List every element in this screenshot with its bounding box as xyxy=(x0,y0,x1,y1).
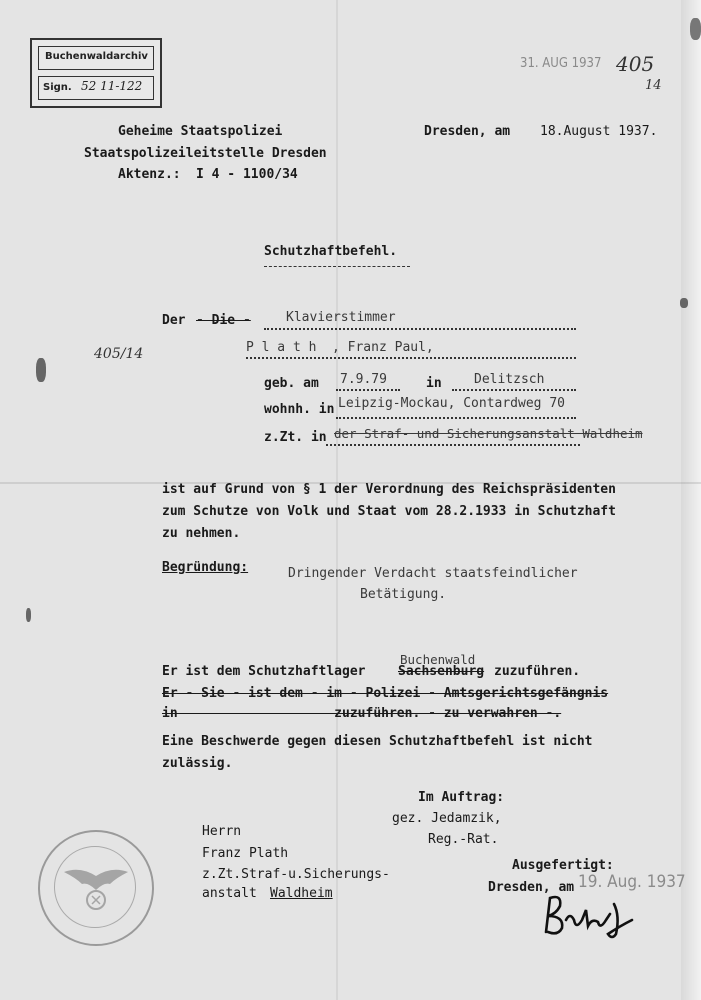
born-in-label: in xyxy=(426,376,442,391)
appeal-line-2: zulässig. xyxy=(162,756,233,771)
reason-line-1: Dringender Verdacht staatsfeindlicher xyxy=(288,566,578,581)
born-date: 7.9.79 xyxy=(340,372,387,387)
camp-struck: Sachsenburg xyxy=(398,664,485,679)
issued-place: Dresden, am xyxy=(488,880,575,895)
stain xyxy=(690,18,701,40)
archive-sign-box xyxy=(38,76,154,100)
residence-value: Leipzig-Mockau, Contardweg 70 xyxy=(338,396,565,411)
reason-label: Begründung: xyxy=(162,560,249,575)
camp-struck-line-1: Er - Sie - ist dem - im - Polizei - Amtsgerichtsgefängnis xyxy=(162,686,609,701)
authority-line1: Geheime Staatspolizei xyxy=(118,124,283,139)
aktenz-value: I 4 - 1100/34 xyxy=(196,167,298,182)
occupation-dots xyxy=(264,328,576,330)
fold-line-vertical xyxy=(336,0,338,1000)
stain xyxy=(680,298,688,308)
archive-sign-label: Sign. xyxy=(43,82,72,93)
camp-line-suffix: zuzuführen. xyxy=(494,664,581,679)
archive-sign-value: 52 11-122 xyxy=(81,79,143,93)
born-place: Delitzsch xyxy=(474,372,545,387)
residence-label: wohnh. in xyxy=(264,402,335,417)
document-date: 18.August 1937. xyxy=(540,124,658,139)
signatory-rank: Reg.-Rat. xyxy=(428,832,499,847)
received-suffix: 14 xyxy=(645,78,662,93)
camp-struck-line-2: in zuzuführen. - zu verwahren -. xyxy=(162,706,562,721)
authority-line2: Staatspolizeileitstelle Dresden xyxy=(84,146,327,161)
article-die-struck: - Die - xyxy=(196,313,251,328)
born-place-dots xyxy=(452,389,576,391)
camp-inserted: Buchenwald xyxy=(400,652,476,667)
appeal-line-1: Eine Beschwerde gegen diesen Schutzhaftbefehl ist nicht xyxy=(162,734,593,749)
body-line-2: zum Schutze von Volk und Staat vom 28.2.1933 in Schutzhaft xyxy=(162,504,616,519)
title-underline xyxy=(264,266,410,267)
stain xyxy=(26,608,31,622)
aktenz-label: Aktenz.: xyxy=(118,167,181,182)
issued-date-stamp: 19. Aug. 1937 xyxy=(578,872,686,892)
stain xyxy=(36,358,46,382)
article-der: Der xyxy=(162,313,186,328)
document-title: Schutzhaftbefehl. xyxy=(264,244,398,259)
camp-line-prefix: Er ist dem Schutzhaftlager xyxy=(162,664,366,679)
issued-label: Ausgefertigt: xyxy=(512,858,614,873)
recipient-address-2-place: Waldheim xyxy=(270,886,333,901)
born-date-dots xyxy=(336,389,400,391)
archive-title-box xyxy=(38,46,154,70)
received-number: 405 xyxy=(616,52,655,76)
place-label: Dresden, am xyxy=(424,124,511,139)
occupation: Klavierstimmer xyxy=(286,310,396,325)
archive-title: Buchenwaldarchiv xyxy=(45,51,148,62)
current-location-label: z.Zt. in xyxy=(264,430,327,445)
archive-stamp xyxy=(30,38,162,108)
margin-note: 405/14 xyxy=(94,346,144,362)
received-date-stamp: 31. AUG 1937 xyxy=(520,56,602,71)
signatory-name: gez. Jedamzik, xyxy=(392,811,502,826)
paper-edge xyxy=(681,0,701,1000)
recipient-name: Franz Plath xyxy=(202,846,289,861)
body-line-3: zu nehmen. xyxy=(162,526,241,541)
born-label: geb. am xyxy=(264,376,319,391)
firstname: , Franz Paul, xyxy=(332,340,434,355)
body-line-1: ist auf Grund von § 1 der Verordnung des Reichspräsidenten xyxy=(162,482,616,497)
eagle-icon xyxy=(40,832,152,944)
official-seal xyxy=(38,830,154,946)
current-location-value: der Straf- und Sicherungsanstalt Waldheim xyxy=(334,426,643,441)
recipient-address-1: z.Zt.Straf-u.Sicherungs- xyxy=(202,867,390,882)
surname: P l a t h xyxy=(246,340,317,355)
name-dots xyxy=(246,357,576,359)
recipient-address-2-prefix: anstalt xyxy=(202,886,257,901)
recipient-salutation: Herrn xyxy=(202,824,242,839)
handwritten-signature xyxy=(540,890,640,942)
residence-dots xyxy=(336,417,576,419)
current-location-dots xyxy=(326,444,580,446)
im-auftrag: Im Auftrag: xyxy=(418,790,505,805)
reason-line-2: Betätigung. xyxy=(360,587,447,602)
